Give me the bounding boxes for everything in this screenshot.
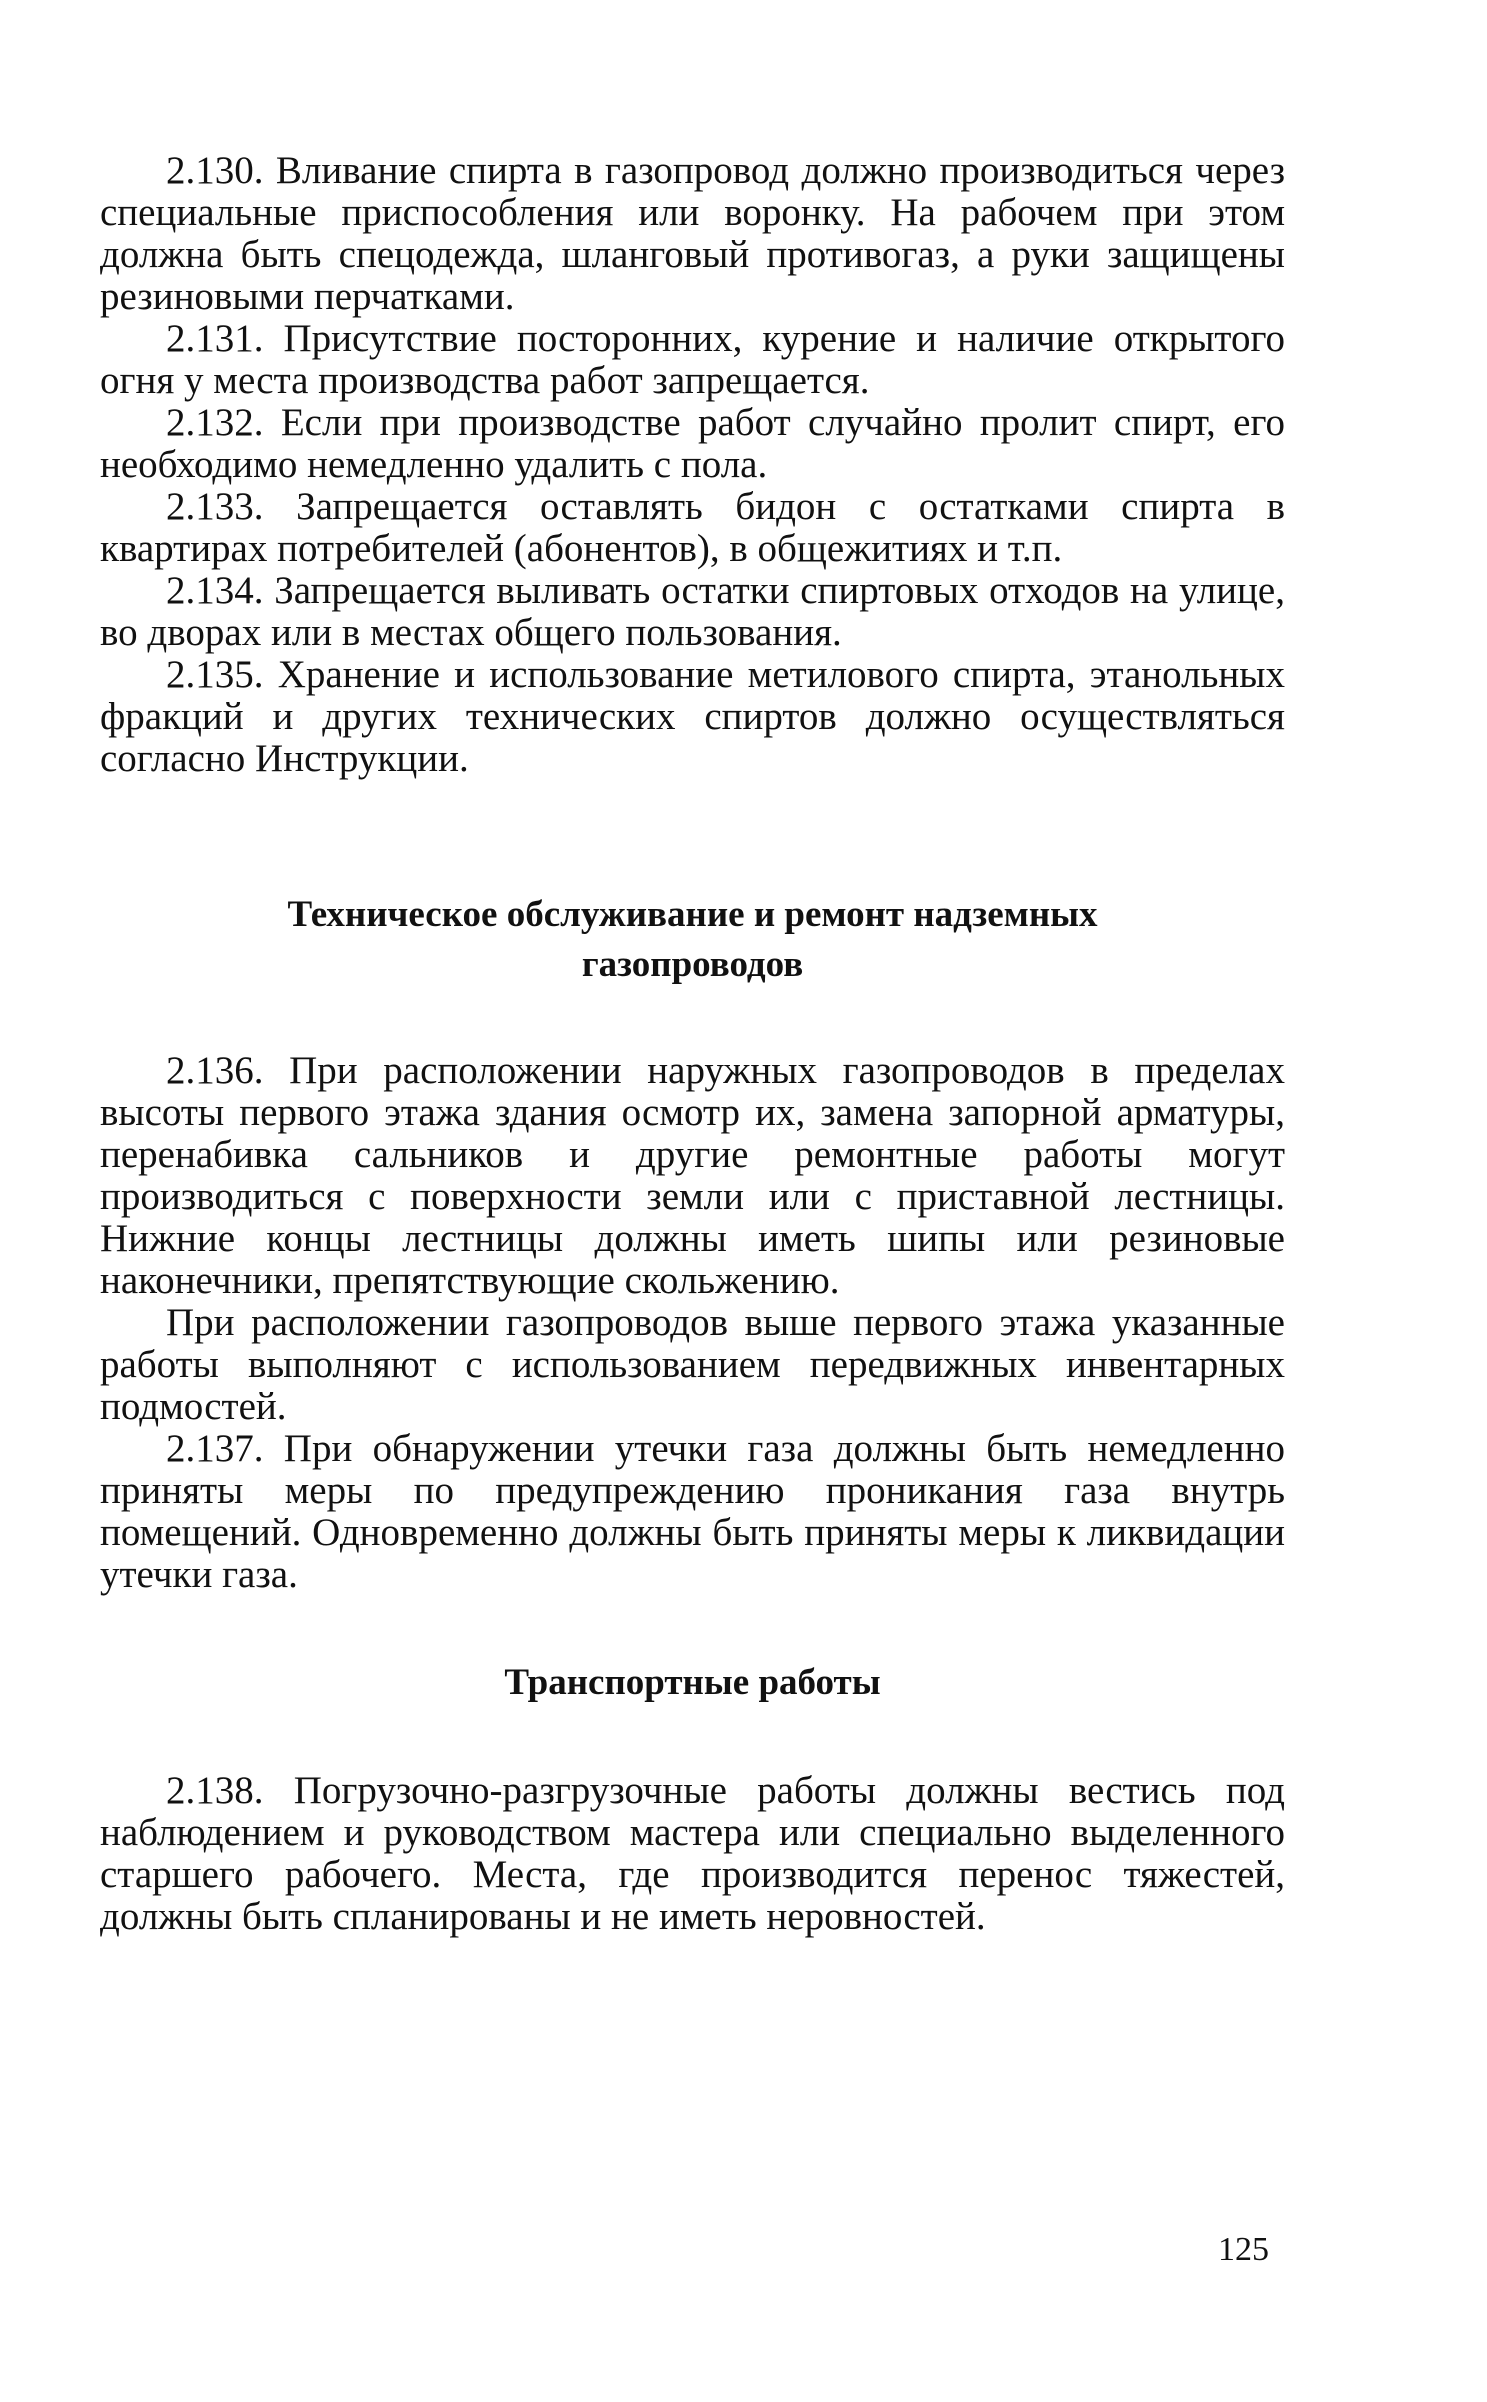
paragraph-2-136: 2.136. При расположении наружных газопроводов в пределах высоты первого этажа здания осмотр их, замена запорной арматуры, перенабивка сальников и другие ремонтные работы могут производиться с поверхности земли или с приставной лестницы. Нижние концы лестницы должны иметь шипы или резиновые наконечники, препятствующие скольжению. xyxy=(100,1049,1285,1302)
paragraph-2-131: 2.131. Присутствие посторонних, курение и наличие открытого огня у места производства работ запрещается. xyxy=(100,317,1285,402)
paragraph-2-137: 2.137. При обнаружении утечки газа должны быть немедленно приняты меры по предупреждению проникания газа внутрь помещений. Одновременно должны быть приняты меры к ликвидации утечки газа. xyxy=(100,1427,1285,1596)
section-heading-maintenance: Техническое обслуживание и ремонт надземных газопроводов xyxy=(287,894,1098,985)
page-number: 125 xyxy=(1218,2231,1269,2268)
paragraph-2-133: 2.133. Запрещается оставлять бидон с остатками спирта в квартирах потребителей (абонентов), в общежитиях и т.п. xyxy=(100,485,1285,570)
document-page xyxy=(100,150,1285,2350)
paragraph-2-136-continued: При расположении газопроводов выше первого этажа указанные работы выполняют с использованием передвижных инвентарных подмостей. xyxy=(100,1301,1285,1428)
section-heading-transport: Транспортные работы xyxy=(504,1662,881,1703)
paragraph-2-138: 2.138. Погрузочно-разгрузочные работы должны вестись под наблюдением и руководством мастера или специально выделенного старшего рабочего. Места, где производится перенос тяжестей, должны быть спланированы и не иметь неровностей. xyxy=(100,1769,1285,1938)
paragraph-2-130: 2.130. Вливание спирта в газопровод должно производиться через специальные приспособления или воронку. На рабочем при этом должна быть спецодежда, шланговый противогаз, а руки защищены резиновыми перчатками. xyxy=(100,149,1285,318)
paragraph-2-134: 2.134. Запрещается выливать остатки спиртовых отходов на улице, во дворах или в местах общего пользования. xyxy=(100,569,1285,654)
paragraph-2-135: 2.135. Хранение и использование метилового спирта, этанольных фракций и других технических спиртов должно осуществляться согласно Инструкции. xyxy=(100,653,1285,780)
paragraph-2-132: 2.132. Если при производстве работ случайно пролит спирт, его необходимо немедленно удалить с пола. xyxy=(100,401,1285,486)
